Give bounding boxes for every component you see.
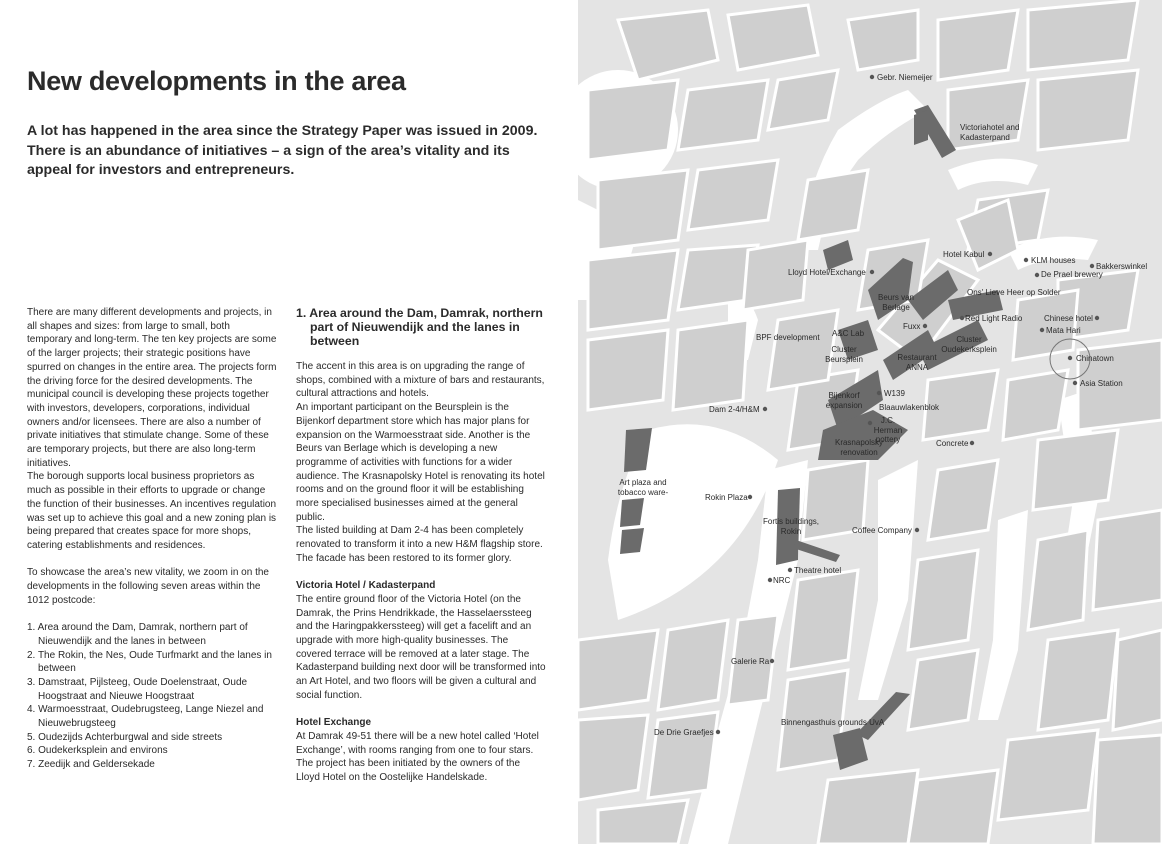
label-restaurant-anna: Restaurant ANNA <box>897 353 937 372</box>
column-middle <box>296 306 546 785</box>
col1-paragraph-3: To showcase the area’s new vitality, we zoom in on the developments in the following seven areas within the 1012 postcode: <box>27 567 269 606</box>
page-title: New developments in the area <box>27 66 406 96</box>
label-de-drie-graefjes: De Drie Graefjes <box>654 728 714 737</box>
label-jc-herman: J.C. Herman pottery <box>873 416 903 444</box>
list-item: 6. Oudekerksplein and environs <box>27 745 168 757</box>
label-rokin-plaza: Rokin Plaza <box>705 493 748 502</box>
label-w139: W139 <box>884 389 905 398</box>
col2-paragraph-2: An important participant on the Beursplein is the Bijenkorf department store which has major plans for expansion on the Warmoesstraat side. Another is the Beurs van Berlage which is developing a new programme of activities with functions for a wider audience. The Krasnapolsky Hotel is renovating its hotel rooms and on the ground floor it will be establishing more specialised businesses aimed at the general public. <box>296 402 545 523</box>
col1-paragraph-2: The borough supports local business proprietors as much as possible in their efforts to upgrade or change the function of their businesses. An incentives regulation was set up to achieve this goal and a new zoning plan is being prepared that creates space for more shops, catering establishments and residences. <box>27 471 277 551</box>
label-cluster-oudekerksplein: Cluster Oudekerksplein <box>941 335 997 354</box>
label-bakkerswinkel: Bakkerswinkel <box>1096 262 1148 271</box>
col2-paragraph-4: The entire ground floor of the Victoria Hotel (on the Damrak, the Prins Hendrikkade, the Hasselaerssteeg and the Haringpakkerssteeg) will get a facelift and an upgrade with more high-quality businesses. The covered terrace will be removed at a later stage. The Kadasterpand building next door will be transformed into an Art Hotel, and two floors will be given a cultural and social function. <box>296 593 546 701</box>
col1-paragraph-1: There are many different developments and projects, in all shapes and sizes: from large to small, both temporary and long-term. The ten key projects are some of the larger projects; their strategic positions have spurred on changes in the entire area. The projects form the driving force for the desired developments. The municipal council is developing these projects together with investors, developers, corporations, individual owners and/or licensees. There are also a number of private initiatives that stimulate change. Some of these are temporary projects, but there are also long-term initiatives. <box>27 307 277 469</box>
list-item: 4. Warmoesstraat, Oudebrugsteeg, Lange Niezel and Nieuwebrugsteeg <box>27 704 264 730</box>
list-item: 7. Zeedijk and Geldersekade <box>27 759 155 771</box>
label-ac-lab: A&C Lab <box>832 329 865 338</box>
intro-paragraph: A lot has happened in the area since the Strategy Paper was issued in 2009. There is an abundance of initiatives – a sign of the area’s vitality and its appeal for investors and entrepreneurs. <box>27 123 538 178</box>
list-item: 5. Oudezijds Achterburgwal and side streets <box>27 731 223 743</box>
label-gebr-niemeijer: Gebr. Niemeijer <box>877 73 933 82</box>
label-dam-2-4: Dam 2-4/H&M <box>709 405 760 414</box>
list-item: 2. The Rokin, the Nes, Oude Turfmarkt and the lanes in between <box>27 649 272 675</box>
label-hotel-kabul: Hotel Kabul <box>943 250 985 259</box>
label-victoria: Victoriahotel and Kadasterpand <box>960 123 1020 142</box>
label-asia-station: Asia Station <box>1080 379 1123 388</box>
subheading-victoria: Victoria Hotel / Kadasterpand <box>296 580 436 592</box>
label-red-light-radio: Red Light Radio <box>965 314 1023 323</box>
label-blaauwlakenblok: Blaauwlakenblok <box>879 403 940 412</box>
label-chinatown: Chinatown <box>1076 354 1114 363</box>
label-fortis: Fortis buildings, Rokin <box>762 517 820 536</box>
label-nrc: NRC <box>773 576 791 585</box>
areas-list <box>27 621 277 772</box>
label-galerie-ra: Galerie Ra <box>731 657 770 666</box>
label-chinese-hotel: Chinese hotel <box>1044 314 1093 323</box>
label-art-plaza: Art plaza and tobacco ware- <box>617 478 669 497</box>
subheading-exchange: Hotel Exchange <box>296 717 372 729</box>
label-bpf: BPF development <box>756 333 820 342</box>
label-concrete: Concrete <box>936 439 969 448</box>
list-item: 1. Area around the Dam, Damrak, northern part of Nieuwendijk and the lanes in between <box>27 622 248 647</box>
label-coffee-company: Coffee Company <box>852 526 912 535</box>
label-cluster-beursplein: Cluster Beursplein <box>825 345 863 364</box>
col2-paragraph-3: The listed building at Dam 2-4 has been completely renovated to transform it into a new H&M flagship store. The facade has been restored to its former glory. <box>296 525 543 564</box>
label-klm-houses: KLM houses <box>1031 256 1076 265</box>
label-theatre-hotel: Theatre hotel <box>794 566 842 575</box>
list-item: 3. Damstraat, Pijlsteeg, Oude Doelenstraat, Oude Hoogstraat and Nieuwe Hoogstraat <box>27 676 248 702</box>
label-ons-lieve: Ons' Lieve Heer op Solder <box>967 288 1061 297</box>
area-map <box>578 0 1162 844</box>
label-lloyd: Lloyd Hotel/Exchange <box>788 268 866 277</box>
label-beurs-van-berlage: Beurs van Berlage <box>877 293 915 312</box>
label-krasnapolsky: Krasnapolsky renovation <box>834 438 884 457</box>
label-de-prael: De Prael brewery <box>1041 270 1103 279</box>
label-mata-hari: Mata Hari <box>1046 326 1081 335</box>
column-left <box>27 306 277 772</box>
col2-paragraph-5: At Damrak 49-51 there will be a new hotel called ‘Hotel Exchange’, with rooms ranging from one to four stars. The project has been initiated by the owners of the Lloyd Hotel on the Oostelijke Handelskade. <box>296 730 539 784</box>
label-fuxx: Fuxx <box>903 322 921 331</box>
section-heading: 1. Area around the Dam, Damrak, northern part of Nieuwendijk and the lanes in between <box>296 306 543 348</box>
label-bijenkorf: Bijenkorf expansion <box>825 391 863 410</box>
col2-paragraph-1: The accent in this area is on upgrading the range of shops, combined with a mixture of bars and restaurants, cultural attractions and hotels. <box>296 361 545 400</box>
label-binnengasthuis: Binnengasthuis grounds UvA <box>781 718 885 727</box>
